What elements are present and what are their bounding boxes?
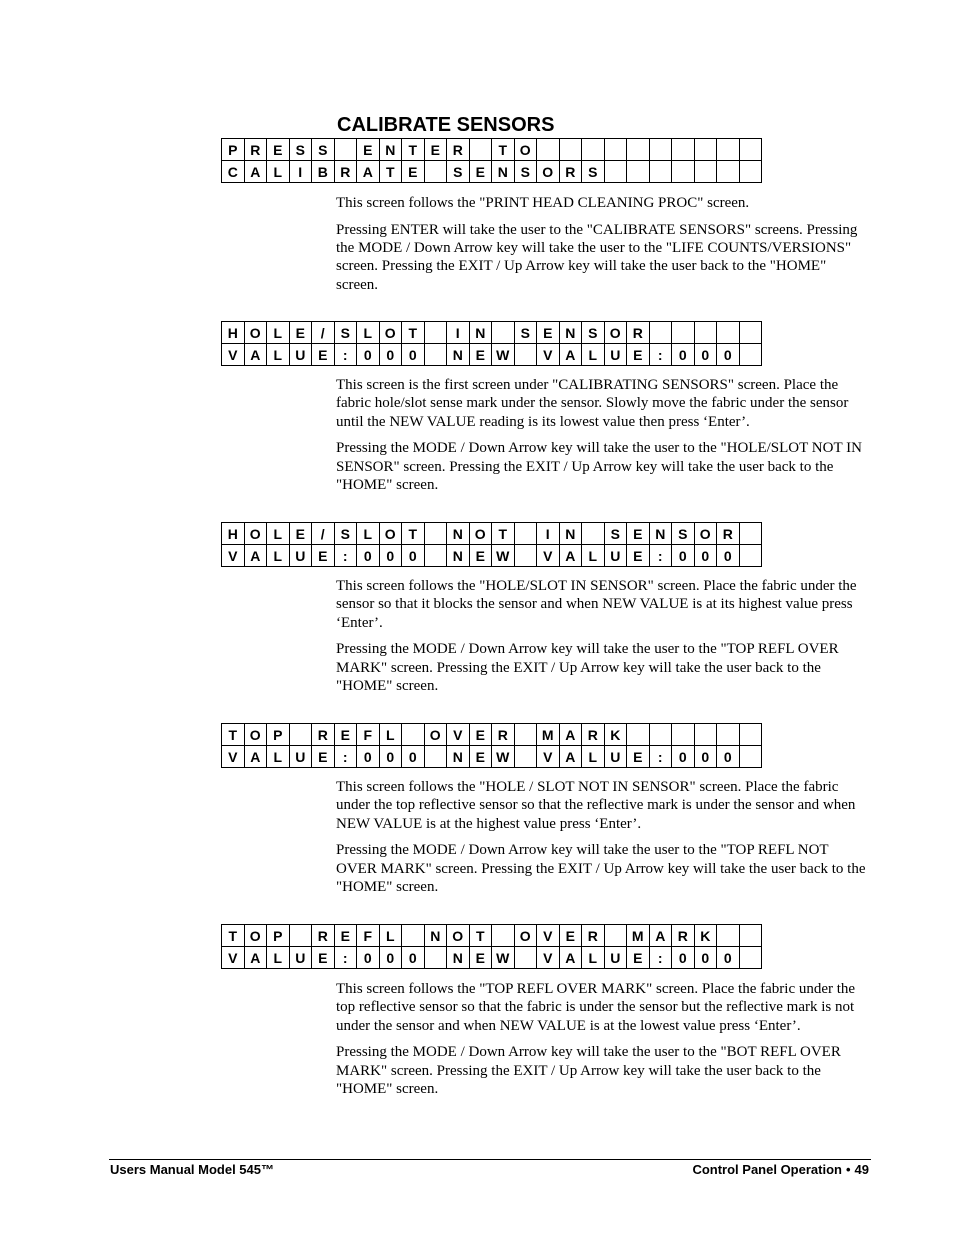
lcd-cell — [424, 523, 447, 545]
lcd-cell: T — [402, 523, 425, 545]
lcd-cell — [537, 139, 560, 161]
lcd-cell — [672, 139, 695, 161]
lcd-cell: : — [649, 746, 672, 768]
lcd-display-top-refl-not-over-mark — [221, 924, 762, 969]
lcd-cell: R — [334, 161, 357, 183]
lcd-cell: N — [492, 161, 515, 183]
lcd-cell: E — [289, 322, 312, 344]
lcd-cell — [739, 523, 762, 545]
lcd-cell: S — [604, 523, 627, 545]
lcd-cell: 0 — [402, 344, 425, 366]
lcd-cell — [469, 139, 492, 161]
lcd-cell: 0 — [357, 344, 380, 366]
lcd-cell — [649, 724, 672, 746]
lcd-cell: 0 — [379, 947, 402, 969]
lcd-cell: U — [289, 947, 312, 969]
lcd-cell: S — [447, 161, 470, 183]
lcd-cell: I — [447, 322, 470, 344]
section-title: CALIBRATE SENSORS — [337, 114, 555, 136]
lcd-cell: R — [492, 724, 515, 746]
lcd-cell — [694, 724, 717, 746]
lcd-cell: A — [244, 746, 267, 768]
lcd-row — [222, 746, 762, 768]
lcd-cell — [627, 139, 650, 161]
lcd-cell: 0 — [717, 746, 740, 768]
lcd-cell: T — [222, 925, 245, 947]
lcd-cell: O — [379, 322, 402, 344]
lcd-cell: V — [537, 925, 560, 947]
lcd-cell: V — [222, 947, 245, 969]
lcd-cell: N — [649, 523, 672, 545]
lcd-cell: E — [469, 344, 492, 366]
footer-rule — [109, 1159, 871, 1160]
lcd-cell: E — [469, 746, 492, 768]
lcd-cell: N — [559, 523, 582, 545]
lcd-cell: V — [537, 746, 560, 768]
lcd-cell — [424, 947, 447, 969]
lcd-row — [222, 724, 762, 746]
lcd-cell: : — [649, 344, 672, 366]
lcd-cell: W — [492, 545, 515, 567]
lcd-cell: V — [537, 344, 560, 366]
lcd-cell: 0 — [402, 947, 425, 969]
description-top-refl-not-over-mark — [336, 980, 869, 1107]
paragraph: Pressing the MODE / Down Arrow key will take the user to the "BOT REFL OVER MARK" screen. Pressing the EXIT / Up Arrow key will take the user back to the "HOME" screen. — [336, 1044, 841, 1097]
lcd-display-hole-slot-in-sensor — [221, 321, 762, 366]
lcd-cell: E — [627, 344, 650, 366]
lcd-cell: R — [582, 925, 605, 947]
lcd-cell: : — [334, 344, 357, 366]
lcd-cell — [694, 322, 717, 344]
lcd-cell: U — [604, 746, 627, 768]
lcd-cell: O — [469, 523, 492, 545]
lcd-cell — [582, 139, 605, 161]
lcd-cell: A — [559, 545, 582, 567]
lcd-cell: L — [582, 344, 605, 366]
lcd-cell: L — [267, 161, 290, 183]
lcd-cell — [582, 523, 605, 545]
lcd-cell — [514, 545, 537, 567]
lcd-cell: E — [424, 139, 447, 161]
lcd-cell — [514, 523, 537, 545]
paragraph: Pressing the MODE / Down Arrow key will take the user to the "TOP REFL OVER MARK" screen. Pressing the EXIT / Up Arrow key will take the user back to the "HOME" screen. — [336, 641, 839, 694]
lcd-cell — [514, 724, 537, 746]
lcd-cell: R — [312, 724, 335, 746]
lcd-cell: O — [514, 925, 537, 947]
lcd-cell — [289, 925, 312, 947]
paragraph: Pressing ENTER will take the user to the "CALIBRATE SENSORS" screens. Pressing the MODE / Down Arrow key will take the user to the "LIFE COUNTS/VERSIONS" screen. Pressing the EXIT / Up Arrow key will take the user back to the "HOME" screen. — [336, 221, 858, 293]
lcd-cell: O — [244, 523, 267, 545]
lcd-cell: V — [537, 545, 560, 567]
lcd-cell: E — [267, 139, 290, 161]
lcd-display-top-refl-over-mark — [221, 723, 762, 768]
lcd-cell — [492, 925, 515, 947]
lcd-cell: O — [244, 322, 267, 344]
lcd-cell: 0 — [357, 746, 380, 768]
lcd-cell: E — [357, 139, 380, 161]
lcd-cell — [649, 322, 672, 344]
lcd-cell — [739, 925, 762, 947]
lcd-cell: V — [222, 746, 245, 768]
lcd-cell: U — [289, 344, 312, 366]
lcd-cell: E — [312, 947, 335, 969]
lcd-cell: L — [267, 344, 290, 366]
lcd-cell: S — [582, 161, 605, 183]
lcd-cell: E — [559, 925, 582, 947]
lcd-cell: : — [334, 746, 357, 768]
lcd-cell: T — [379, 161, 402, 183]
lcd-cell — [694, 161, 717, 183]
lcd-cell: R — [312, 925, 335, 947]
lcd-cell — [604, 139, 627, 161]
lcd-cell: E — [469, 161, 492, 183]
lcd-cell: 0 — [379, 344, 402, 366]
lcd-row — [222, 545, 762, 567]
lcd-cell: T — [402, 322, 425, 344]
lcd-cell: S — [582, 322, 605, 344]
lcd-cell: R — [672, 925, 695, 947]
lcd-cell: M — [537, 724, 560, 746]
lcd-cell: R — [559, 161, 582, 183]
lcd-row — [222, 925, 762, 947]
lcd-row — [222, 322, 762, 344]
lcd-cell: N — [447, 746, 470, 768]
lcd-cell — [402, 724, 425, 746]
lcd-cell: 0 — [357, 545, 380, 567]
lcd-cell: 0 — [717, 344, 740, 366]
lcd-cell: O — [424, 724, 447, 746]
lcd-cell: I — [289, 161, 312, 183]
lcd-cell: 0 — [672, 344, 695, 366]
lcd-cell: 0 — [694, 947, 717, 969]
lcd-cell: N — [379, 139, 402, 161]
lcd-cell: N — [469, 322, 492, 344]
lcd-cell — [649, 161, 672, 183]
lcd-cell: A — [244, 947, 267, 969]
lcd-cell: O — [604, 322, 627, 344]
lcd-cell: L — [379, 724, 402, 746]
bullet-icon: • — [845, 1162, 851, 1177]
lcd-cell — [424, 344, 447, 366]
lcd-cell: E — [469, 545, 492, 567]
lcd-cell: E — [402, 161, 425, 183]
lcd-display-hole-slot-not-in-sensor — [221, 522, 762, 567]
lcd-cell — [334, 139, 357, 161]
lcd-cell: V — [447, 724, 470, 746]
lcd-cell: 0 — [717, 545, 740, 567]
footer-section-name: Control Panel Operation — [692, 1162, 842, 1177]
lcd-cell — [424, 545, 447, 567]
paragraph: This screen follows the "TOP REFL OVER MARK" screen. Place the fabric under the top reflective sensor so that the fabric is under the sensor but the reflective mark is not under the sensor and when NEW VALUE is at the lowest value press ‘Enter’. — [336, 981, 856, 1034]
lcd-cell: M — [627, 925, 650, 947]
lcd-cell: O — [447, 925, 470, 947]
lcd-cell: L — [267, 545, 290, 567]
lcd-cell: T — [222, 724, 245, 746]
lcd-cell: E — [627, 523, 650, 545]
lcd-cell: N — [447, 947, 470, 969]
lcd-cell: L — [582, 947, 605, 969]
lcd-cell: H — [222, 523, 245, 545]
lcd-cell: O — [244, 724, 267, 746]
lcd-cell — [672, 161, 695, 183]
lcd-cell — [424, 746, 447, 768]
lcd-cell: E — [312, 545, 335, 567]
lcd-cell — [402, 925, 425, 947]
lcd-cell: 0 — [402, 746, 425, 768]
lcd-cell: 0 — [379, 746, 402, 768]
lcd-cell — [627, 161, 650, 183]
lcd-cell: R — [447, 139, 470, 161]
lcd-cell: S — [514, 322, 537, 344]
lcd-cell: : — [334, 947, 357, 969]
lcd-row — [222, 947, 762, 969]
lcd-cell — [717, 139, 740, 161]
lcd-cell — [739, 545, 762, 567]
paragraph: This screen is the first screen under "CALIBRATING SENSORS" screen. Place the fabric hole/slot sense mark under the sensor. Slowly move the fabric under the sensor until the NEW VALUE reading is its lowest value then press ‘Enter’. — [336, 377, 849, 430]
lcd-cell — [739, 947, 762, 969]
lcd-cell: T — [492, 523, 515, 545]
lcd-cell: L — [267, 523, 290, 545]
lcd-cell — [717, 925, 740, 947]
lcd-row — [222, 523, 762, 545]
lcd-cell: U — [604, 545, 627, 567]
lcd-cell — [739, 746, 762, 768]
lcd-cell: U — [289, 545, 312, 567]
lcd-cell: N — [447, 545, 470, 567]
lcd-cell: S — [672, 523, 695, 545]
lcd-cell — [739, 344, 762, 366]
lcd-display-press-enter — [221, 138, 762, 183]
lcd-cell: 0 — [402, 545, 425, 567]
description-top-refl-over-mark — [336, 778, 869, 905]
lcd-cell: A — [559, 947, 582, 969]
lcd-cell: A — [559, 344, 582, 366]
lcd-cell: 0 — [717, 947, 740, 969]
footer-section-page — [692, 1162, 869, 1178]
lcd-cell — [289, 724, 312, 746]
lcd-cell — [649, 139, 672, 161]
lcd-cell — [739, 322, 762, 344]
lcd-cell: E — [334, 925, 357, 947]
lcd-cell: : — [334, 545, 357, 567]
lcd-cell — [717, 161, 740, 183]
lcd-cell: / — [312, 322, 335, 344]
lcd-cell: P — [267, 724, 290, 746]
lcd-cell: K — [604, 724, 627, 746]
lcd-cell: : — [649, 947, 672, 969]
lcd-cell: : — [649, 545, 672, 567]
lcd-cell: 0 — [694, 344, 717, 366]
lcd-cell: E — [312, 344, 335, 366]
lcd-cell: E — [312, 746, 335, 768]
lcd-cell — [424, 322, 447, 344]
lcd-cell: 0 — [672, 545, 695, 567]
lcd-cell: E — [289, 523, 312, 545]
lcd-cell: N — [447, 344, 470, 366]
lcd-cell: O — [379, 523, 402, 545]
lcd-cell: E — [537, 322, 560, 344]
page-number: 49 — [854, 1162, 869, 1177]
lcd-cell: A — [649, 925, 672, 947]
lcd-cell: L — [267, 746, 290, 768]
lcd-cell: F — [357, 724, 380, 746]
lcd-cell: L — [379, 925, 402, 947]
lcd-cell: L — [582, 545, 605, 567]
lcd-cell: P — [267, 925, 290, 947]
lcd-cell: O — [694, 523, 717, 545]
lcd-cell: R — [627, 322, 650, 344]
lcd-cell: L — [582, 746, 605, 768]
lcd-cell: L — [357, 322, 380, 344]
footer-manual-title: Users Manual Model 545™ — [110, 1162, 274, 1177]
lcd-cell: I — [537, 523, 560, 545]
lcd-cell: O — [244, 925, 267, 947]
description-hole-slot-in-sensor — [336, 376, 869, 503]
lcd-cell: L — [267, 947, 290, 969]
lcd-cell: 0 — [694, 746, 717, 768]
lcd-cell: O — [514, 139, 537, 161]
lcd-cell: N — [424, 925, 447, 947]
lcd-row — [222, 139, 762, 161]
lcd-cell: E — [469, 724, 492, 746]
lcd-cell: U — [604, 947, 627, 969]
lcd-cell — [424, 161, 447, 183]
lcd-cell: A — [559, 724, 582, 746]
lcd-cell — [604, 925, 627, 947]
lcd-cell: T — [402, 139, 425, 161]
lcd-cell: L — [357, 523, 380, 545]
lcd-cell: W — [492, 746, 515, 768]
lcd-cell: O — [537, 161, 560, 183]
lcd-cell: 0 — [379, 545, 402, 567]
lcd-cell — [514, 344, 537, 366]
lcd-cell: / — [312, 523, 335, 545]
lcd-cell: V — [222, 344, 245, 366]
lcd-cell: U — [604, 344, 627, 366]
lcd-cell — [717, 724, 740, 746]
lcd-cell: 0 — [672, 746, 695, 768]
lcd-cell: F — [357, 925, 380, 947]
lcd-cell: H — [222, 322, 245, 344]
paragraph: Pressing the MODE / Down Arrow key will take the user to the "TOP REFL NOT OVER MARK" screen. Pressing the EXIT / Up Arrow key will take the user back to the "HOME" screen. — [336, 842, 866, 895]
lcd-cell — [604, 161, 627, 183]
lcd-cell — [492, 322, 515, 344]
lcd-cell: S — [289, 139, 312, 161]
lcd-cell — [672, 322, 695, 344]
paragraph: Pressing the MODE / Down Arrow key will take the user to the "HOLE/SLOT NOT IN SENSOR" screen. Pressing the EXIT / Up Arrow key will take the user back to the "HOME" screen. — [336, 440, 862, 493]
lcd-row — [222, 344, 762, 366]
paragraph: This screen follows the "PRINT HEAD CLEANING PROC" screen. — [336, 195, 750, 211]
lcd-cell: L — [267, 322, 290, 344]
lcd-cell: S — [514, 161, 537, 183]
lcd-cell: R — [244, 139, 267, 161]
lcd-cell: A — [357, 161, 380, 183]
lcd-cell: A — [244, 344, 267, 366]
lcd-cell — [739, 139, 762, 161]
lcd-cell: 0 — [672, 947, 695, 969]
description-press-enter — [336, 194, 869, 302]
lcd-row — [222, 161, 762, 183]
lcd-cell: A — [244, 545, 267, 567]
lcd-cell: A — [244, 161, 267, 183]
lcd-cell: R — [717, 523, 740, 545]
lcd-cell: V — [222, 545, 245, 567]
lcd-cell: B — [312, 161, 335, 183]
lcd-cell: 0 — [694, 545, 717, 567]
lcd-cell — [672, 724, 695, 746]
lcd-cell — [514, 947, 537, 969]
lcd-cell: T — [492, 139, 515, 161]
lcd-cell — [739, 161, 762, 183]
paragraph: This screen follows the "HOLE / SLOT NOT IN SENSOR" screen. Place the fabric under the top reflective sensor so that the reflective mark is under the sensor and when NEW VALUE is at the highest value press ‘Enter’. — [336, 779, 856, 832]
lcd-cell: P — [222, 139, 245, 161]
lcd-cell — [739, 724, 762, 746]
lcd-cell: V — [537, 947, 560, 969]
lcd-cell: C — [222, 161, 245, 183]
lcd-cell — [694, 139, 717, 161]
lcd-cell: E — [627, 545, 650, 567]
lcd-cell — [559, 139, 582, 161]
lcd-cell: E — [627, 947, 650, 969]
description-hole-slot-not-in-sensor — [336, 577, 869, 704]
lcd-cell: S — [334, 523, 357, 545]
lcd-cell: E — [334, 724, 357, 746]
lcd-cell: E — [627, 746, 650, 768]
lcd-cell: N — [559, 322, 582, 344]
lcd-cell: W — [492, 344, 515, 366]
lcd-cell: R — [582, 724, 605, 746]
lcd-cell: S — [334, 322, 357, 344]
lcd-cell: N — [447, 523, 470, 545]
lcd-cell: S — [312, 139, 335, 161]
lcd-cell — [717, 322, 740, 344]
paragraph: This screen follows the "HOLE/SLOT IN SENSOR" screen. Place the fabric under the sensor so that it blocks the sensor and when NEW VALUE is at its highest value press ‘Enter’. — [336, 578, 857, 631]
lcd-cell: T — [469, 925, 492, 947]
lcd-cell — [514, 746, 537, 768]
lcd-cell — [627, 724, 650, 746]
lcd-cell: W — [492, 947, 515, 969]
lcd-cell: 0 — [357, 947, 380, 969]
lcd-cell: K — [694, 925, 717, 947]
lcd-cell: E — [469, 947, 492, 969]
lcd-cell: A — [559, 746, 582, 768]
lcd-cell: U — [289, 746, 312, 768]
